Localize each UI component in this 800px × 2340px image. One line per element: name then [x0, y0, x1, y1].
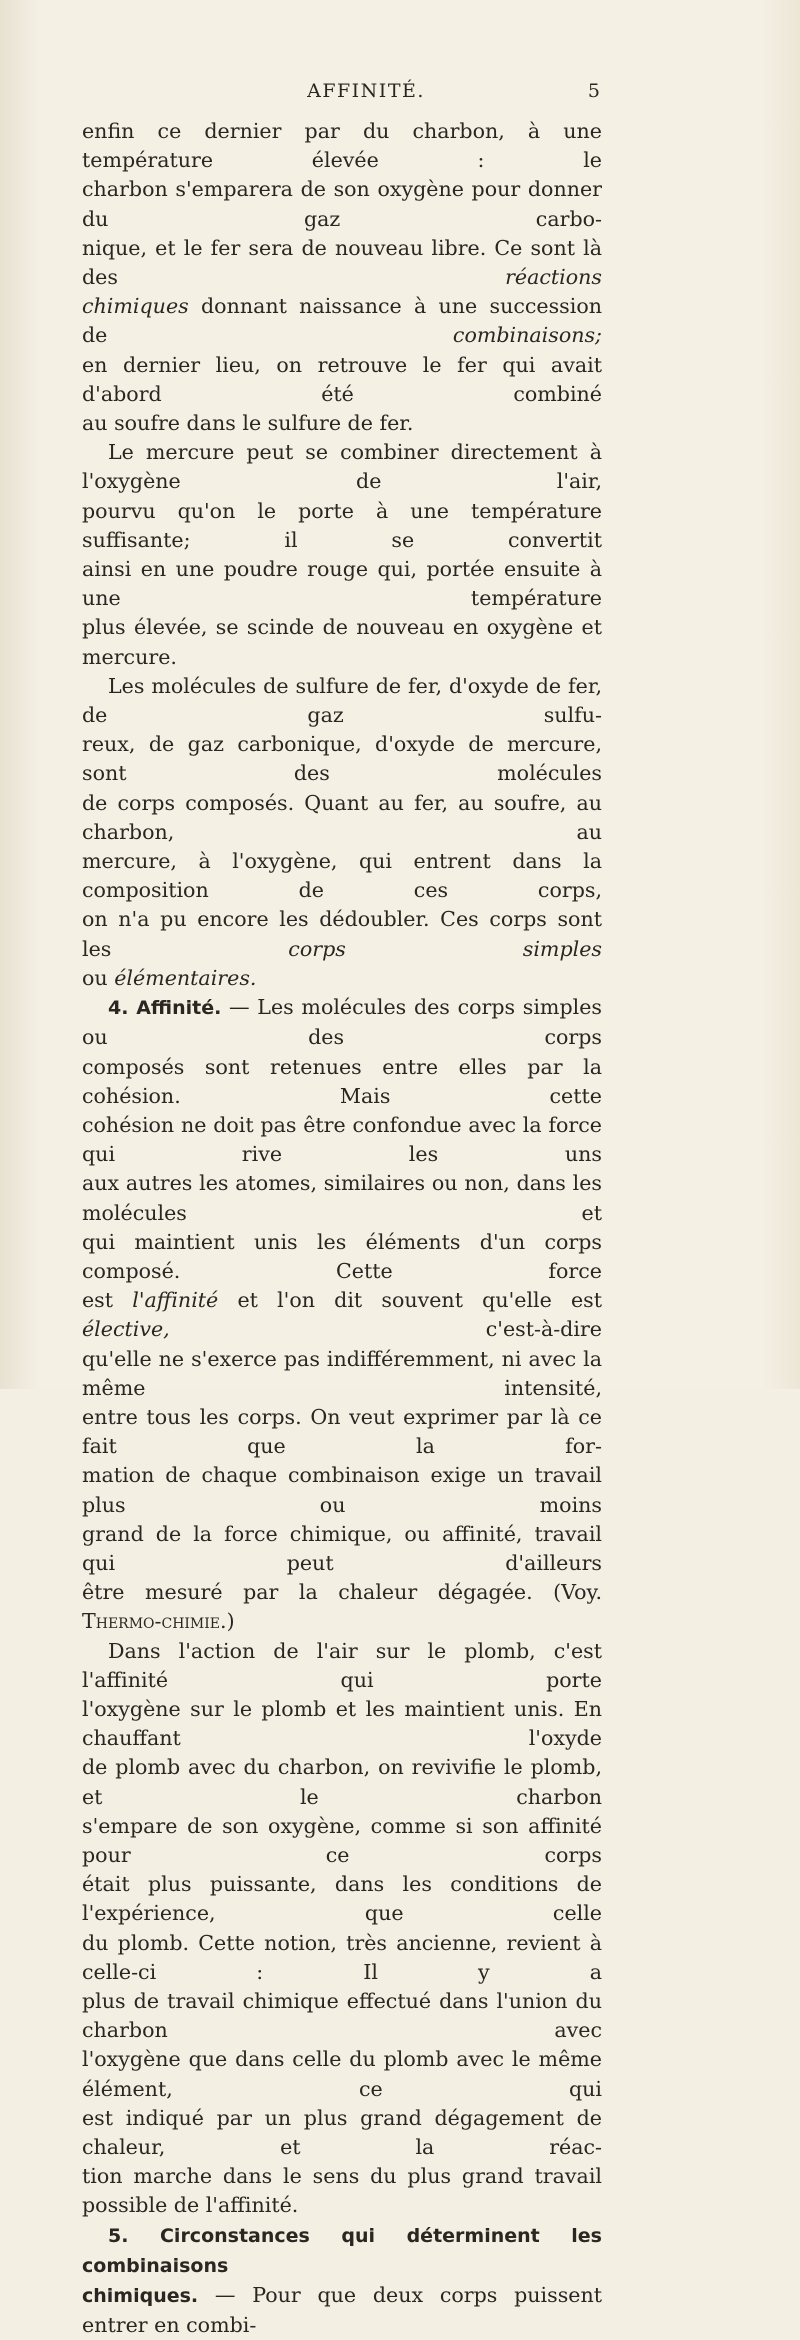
text-line: 4. Affinité. — Les molécules des corps simples ou des corps [82, 995, 602, 1050]
paragraph-2 [82, 438, 602, 672]
text-line: du plomb. Cette notion, très ancienne, revient à celle-ci : Il y a [82, 1930, 602, 1984]
text-line: nique, et le fer sera de nouveau libre. Ce sont là des réactions [82, 235, 602, 290]
emphasis: réactions [505, 265, 602, 290]
paragraph-3 [82, 672, 602, 993]
cross-reference: Thermo-chimie. [82, 1609, 227, 1634]
text-line: on n'a pu encore les dédoubler. Ces corps sont les corps simples [82, 907, 602, 961]
page-header [132, 80, 600, 110]
text-line: entre tous les corps. On veut exprimer par là ce fait que la for- [82, 1404, 602, 1459]
paragraph-1 [82, 117, 602, 438]
emphasis: l'affinité [132, 1288, 219, 1313]
text-line: est indiqué par un plus grand dégagement de chaleur, et la réac- [82, 2105, 602, 2160]
text-line: enfin ce dernier par du charbon, à une température élevée : le [82, 119, 602, 173]
text-line: ainsi en une poudre rouge qui, portée ensuite à une température [82, 557, 602, 611]
paragraph-5 [82, 1637, 602, 2221]
text-line: mercure, à l'oxygène, qui entrent dans la composition de ces corps, [82, 849, 602, 903]
text-line: ou élémentaires. [82, 965, 257, 990]
text-line: aux autres les atomes, similaires ou non, dans les molécules et [82, 1171, 602, 1225]
text-line: tion marche dans le sens du plus grand travail possible de l'affinité. [82, 2164, 602, 2218]
text-line: de corps composés. Quant au fer, au soufre, au charbon, au [82, 790, 602, 844]
emphasis: élémentaires. [114, 965, 257, 990]
emphasis: corps simples [288, 936, 602, 961]
text-line: Les molécules de sulfure de fer, d'oxyde de fer, de gaz sulfu- [82, 673, 602, 728]
text-line: plus de travail chimique effectué dans l'union du charbon avec [82, 1989, 602, 2043]
section-4-affinite [82, 993, 602, 1636]
text-line: l'oxygène que dans celle du plomb avec le même élément, ce qui [82, 2047, 602, 2101]
text-line: s'empare de son oxygène, comme si son affinité pour ce corps [82, 1813, 602, 1867]
text-line: est l'affinité et l'on dit souvent qu'elle est élective, c'est-à-dire [82, 1288, 603, 1342]
text-line: être mesuré par la chaleur dégagée. (Voy. Thermo-chimie.) [82, 1580, 602, 1634]
text-line: pourvu qu'on le porte à une température suffisante; il se convertit [82, 498, 602, 552]
section-heading: 5. Circonstances qui déterminent les combinaisons [82, 2224, 602, 2277]
text-line: charbon s'emparera de son oxygène pour donner du gaz carbo- [82, 177, 602, 231]
emphasis: chimiques [82, 294, 189, 319]
text-line: chimiques donnant naissance à une succession de combinaisons; [82, 294, 602, 348]
section-5-circonstances [82, 2221, 602, 2340]
page-number: 5 [587, 80, 600, 102]
emphasis: combinaisons; [452, 323, 602, 348]
text-line: Dans l'action de l'air sur le plomb, c'est l'affinité qui porte [82, 1638, 602, 1692]
text-line: composés sont retenues entre elles par la cohésion. Mais cette [82, 1054, 602, 1108]
text-line: chimiques. — Pour que deux corps puissent entrer en combi- [82, 2283, 602, 2338]
text-line: reux, de gaz carbonique, d'oxyde de mercure, sont des molécules [82, 732, 602, 786]
text-line: qui maintient unis les éléments d'un corps composé. Cette force [82, 1229, 602, 1283]
text-line: de plomb avec du charbon, on revivifie le plomb, et le charbon [82, 1755, 602, 1809]
text-line: cohésion ne doit pas être confondue avec la force qui rive les uns [82, 1112, 602, 1167]
text-line: qu'elle ne s'exerce pas indifféremment, ni avec la même intensité, [82, 1346, 602, 1400]
section-heading-continued: chimiques. [82, 2285, 199, 2308]
text-line [82, 2221, 602, 2281]
text-line: mation de chaque combinaison exige un travail plus ou moins [82, 1463, 602, 1517]
text-line: en dernier lieu, on retrouve le fer qui avait d'abord été combiné [82, 352, 602, 406]
text-line: plus élevée, se scinde de nouveau en oxygène et mercure. [82, 615, 602, 669]
body-text [82, 117, 602, 2340]
text-line: Le mercure peut se combiner directement à l'oxygène de l'air, [82, 440, 602, 494]
text-line: l'oxygène sur le plomb et les maintient unis. En chauffant l'oxyde [82, 1696, 602, 1751]
text-line: au soufre dans le sulfure de fer. [82, 411, 414, 436]
section-heading: 4. Affinité. [108, 997, 222, 1020]
text-line: était plus puissante, dans les conditions de l'expérience, que celle [82, 1872, 602, 1926]
emphasis: élective, [82, 1317, 170, 1342]
text-line: grand de la force chimique, ou affinité, travail qui peut d'ailleurs [82, 1521, 602, 1575]
running-head: AFFINITÉ. [307, 80, 425, 102]
